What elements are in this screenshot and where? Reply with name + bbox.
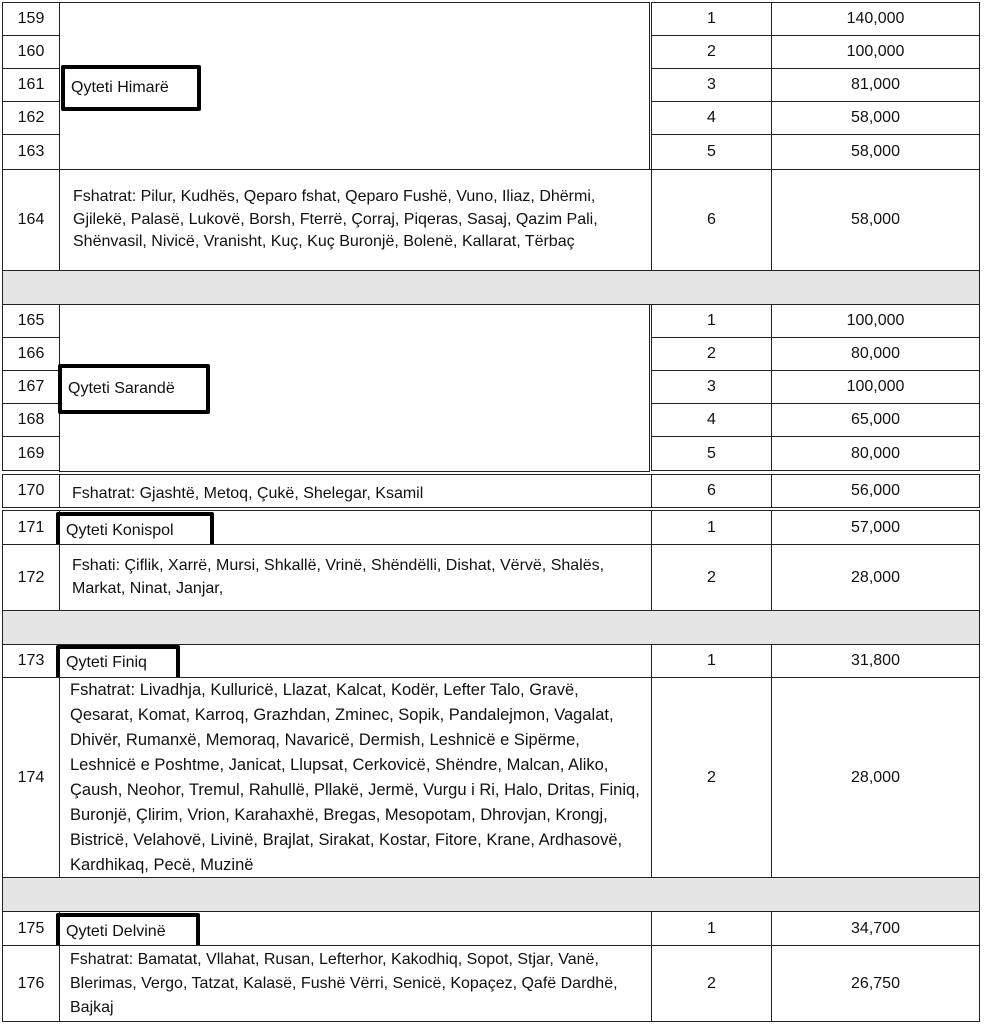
row-number: 161 — [2, 68, 60, 102]
city-highlight-box — [61, 65, 201, 111]
row-number: 170 — [2, 474, 60, 508]
row-value: 56,000 — [771, 474, 980, 508]
row-number: 169 — [2, 436, 60, 471]
row-index: 2 — [651, 544, 772, 611]
row-index: 5 — [651, 134, 772, 170]
separator-row — [2, 270, 980, 305]
row-index: 3 — [651, 68, 772, 102]
city-highlight-box — [56, 645, 180, 681]
row-value: 80,000 — [771, 337, 980, 371]
row-number: 175 — [2, 911, 60, 946]
row-number: 174 — [2, 677, 60, 878]
row-number: 159 — [2, 2, 60, 36]
row-value: 80,000 — [771, 436, 980, 471]
villages-list: Fshati: Çiflik, Xarrë, Mursi, Shkallë, Vrinë, Shëndëlli, Dishat, Vërvë, Shalës, Markat, Ninat, Janjar, — [72, 557, 605, 597]
row-value: 65,000 — [771, 403, 980, 437]
row-number: 160 — [2, 35, 60, 69]
row-index: 1 — [651, 911, 772, 946]
row-value: 58,000 — [771, 101, 980, 135]
row-index: 1 — [651, 304, 772, 338]
row-number: 167 — [2, 370, 60, 404]
row-value: 81,000 — [771, 68, 980, 102]
table-row — [2, 134, 980, 170]
row-number: 173 — [2, 644, 60, 678]
separator-row — [2, 610, 980, 645]
city-name: Qyteti Sarandë — [68, 380, 175, 397]
table-row — [2, 35, 980, 69]
row-index: 1 — [651, 2, 772, 36]
table-row — [2, 945, 980, 1022]
row-number: 171 — [2, 510, 60, 545]
separator-row — [2, 877, 980, 912]
city-highlight-box — [58, 364, 210, 414]
row-value: 57,000 — [771, 510, 980, 545]
row-index: 1 — [651, 644, 772, 678]
villages-list: Fshatrat: Livadhja, Kulluricë, Llazat, Kalcat, Kodër, Lefter Talo, Gravë, Qesarat, Komat, Karroq, Grazhdan, Zminec, Sopik, Pandalejmon, Vagalat, Dhivër, Rumanxë, Memoraq, Navaricë, Dermish, Leshnicë e Sipërme, Leshnicë e Poshtme, Janicat, Llupsat, Cerkovicë, Shëndre, Malcan, Aliko, Çaush, Neohor, Tremul, Rahullë, Pllakë, Jermë, Vurgu i Ri, Halo, Dritas, Finiq, Buronjë, Çlirim, Vrion, Karahaxhë, Bregas, Mesopotam, Dhrovjan, Krongj, Bistricë, Velahovë, Livinë, Brajlat, Sirakat, Kostar, Fitore, Krane, Ardhasovë, Kardhikaq, Pecë, Muzinë — [70, 680, 640, 874]
row-value: 34,700 — [771, 911, 980, 946]
row-value: 100,000 — [771, 304, 980, 338]
villages-list: Fshatrat: Pilur, Kudhës, Qeparo fshat, Qeparo Fushë, Vuno, Iliaz, Dhërmi, Gjilekë, Palasë, Lukovë, Borsh, Fterrë, Çorraj, Piqeras, Sasaj, Qazim Pali, Shënvasil, Nivicë, Vranisht, Kuç, Kuç Buronjë, Bolenë, Kallarat, Tërbaç — [73, 188, 598, 251]
row-index: 1 — [651, 510, 772, 545]
row-number: 162 — [2, 101, 60, 135]
row-number: 176 — [2, 945, 60, 1022]
row-value: 140,000 — [771, 2, 980, 36]
row-number: 163 — [2, 134, 60, 170]
city-name: Qyteti Konispol — [66, 522, 174, 539]
row-value: 58,000 — [771, 134, 980, 170]
row-index: 5 — [651, 436, 772, 471]
row-number: 165 — [2, 304, 60, 338]
row-value: 100,000 — [771, 370, 980, 404]
row-number: 166 — [2, 337, 60, 371]
row-index: 2 — [651, 945, 772, 1022]
row-value: 58,000 — [771, 169, 980, 271]
table-row — [2, 304, 980, 338]
row-value: 26,750 — [771, 945, 980, 1022]
row-number: 172 — [2, 544, 60, 611]
row-index: 4 — [651, 101, 772, 135]
table-row — [2, 169, 980, 271]
row-value: 28,000 — [771, 544, 980, 611]
table-row — [2, 436, 980, 471]
villages-list: Fshatrat: Bamatat, Vllahat, Rusan, Lefterhor, Kakodhiq, Sopot, Stjar, Vanë, Blerimas, Vergo, Tatzat, Kalasë, Fushë Vërri, Senicë, Kopaçez, Qafë Dardhë, Bajkaj — [70, 950, 618, 1016]
row-index: 6 — [651, 169, 772, 271]
row-index: 6 — [651, 474, 772, 508]
table-row — [2, 544, 980, 611]
villages-list: Fshatrat: Gjashtë, Metoq, Çukë, Shelegar, Ksamil — [72, 484, 424, 502]
row-number: 168 — [2, 403, 60, 437]
row-index: 3 — [651, 370, 772, 404]
city-name: Qyteti Delvinë — [66, 923, 166, 940]
row-value: 100,000 — [771, 35, 980, 69]
row-index: 2 — [651, 35, 772, 69]
table-row — [2, 677, 980, 878]
city-name: Qyteti Himarë — [71, 79, 169, 96]
table-row — [2, 2, 980, 36]
city-name: Qyteti Finiq — [66, 654, 147, 671]
row-index: 4 — [651, 403, 772, 437]
row-index: 2 — [651, 337, 772, 371]
table-row — [2, 474, 980, 508]
row-number: 164 — [2, 169, 60, 271]
row-value: 28,000 — [771, 677, 980, 878]
row-value: 31,800 — [771, 644, 980, 678]
row-index: 2 — [651, 677, 772, 878]
